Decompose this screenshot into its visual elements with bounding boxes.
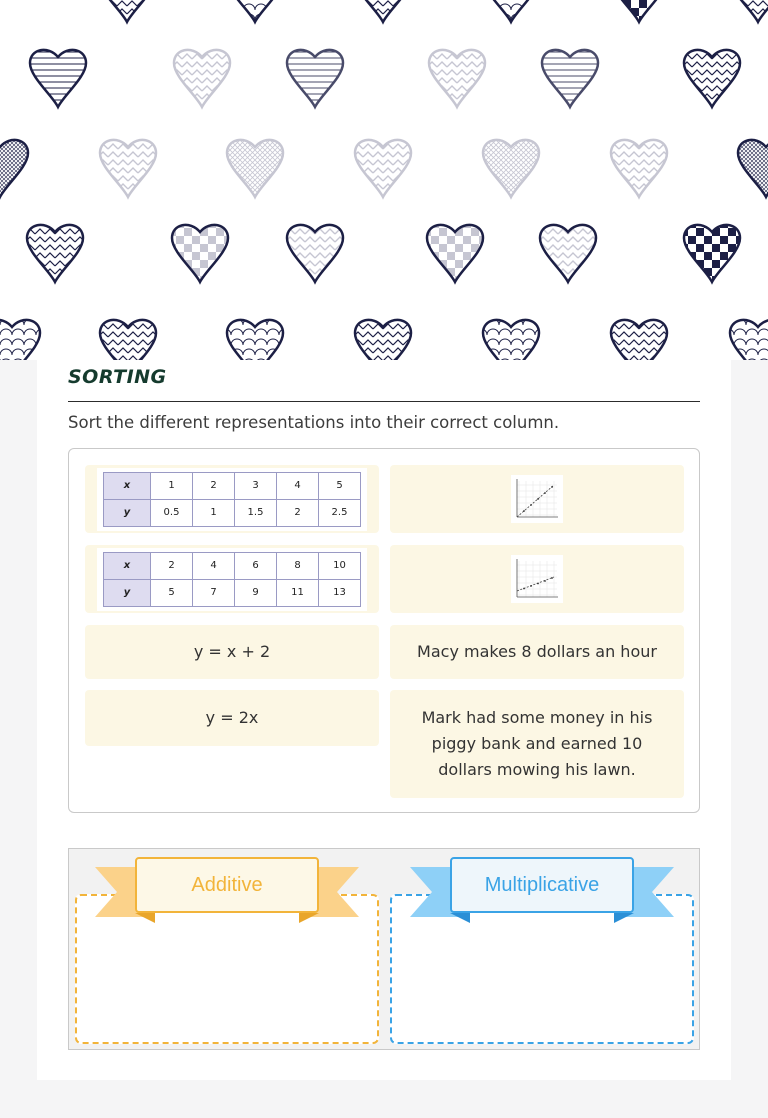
table-cell: 11 [277, 579, 319, 606]
card-pool [68, 448, 700, 813]
title-divider [68, 401, 700, 402]
table-header-cell: y [104, 499, 151, 526]
table-cell: 2 [193, 472, 235, 499]
sorting-area [68, 848, 700, 1050]
table-cell: 4 [277, 472, 319, 499]
multiplicative-label-text: Multiplicative [484, 873, 600, 896]
table-header-cell: y [104, 579, 151, 606]
story-card-2[interactable] [390, 690, 684, 798]
table-header-cell: x [104, 472, 151, 499]
table-cell: 13 [319, 579, 361, 606]
table-cell: 4 [193, 552, 235, 579]
card-text: y = x + 2 [193, 642, 271, 661]
graph-card-2[interactable] [390, 545, 684, 613]
hearts-banner-image [0, 0, 768, 360]
table-row [104, 472, 361, 499]
table-card-2[interactable] [85, 545, 379, 613]
table-header-cell: x [104, 552, 151, 579]
table-cell: 2.5 [319, 499, 361, 526]
table-row [104, 579, 361, 606]
instruction-text: Sort the different representations into their correct column. [68, 413, 560, 432]
multiplicative-column-label [450, 857, 634, 913]
table-cell: 1 [193, 499, 235, 526]
card-text: y = 2x [205, 708, 259, 727]
table-cell: 6 [235, 552, 277, 579]
line-graph-thumbnail-2 [511, 555, 563, 603]
table-row [104, 552, 361, 579]
hearts-pattern [0, 0, 768, 360]
equation-card-2[interactable] [85, 690, 379, 746]
additive-label-text: Additive [191, 873, 263, 896]
table-cell: 10 [319, 552, 361, 579]
table-cell: 8 [277, 552, 319, 579]
table-cell: 2 [277, 499, 319, 526]
table-cell: 5 [151, 579, 193, 606]
card-text: Mark had some money in his piggy bank and earned 10 dollars mowing his lawn. [421, 708, 653, 779]
table-cell: 1.5 [235, 499, 277, 526]
table-cell: 5 [319, 472, 361, 499]
table-cell: 2 [151, 552, 193, 579]
additive-column-label [135, 857, 319, 913]
table-cell: 0.5 [151, 499, 193, 526]
table-cell: 7 [193, 579, 235, 606]
table-card-1[interactable] [85, 465, 379, 533]
section-title: SORTING [68, 366, 167, 388]
table-cell: 1 [151, 472, 193, 499]
equation-card-1[interactable] [85, 625, 379, 679]
table-row [104, 499, 361, 526]
table-cell: 9 [235, 579, 277, 606]
line-graph-thumbnail-1 [511, 475, 563, 523]
table-cell: 3 [235, 472, 277, 499]
xy-table-1 [97, 468, 367, 531]
xy-table-2 [97, 548, 367, 611]
card-text: Macy makes 8 dollars an hour [417, 642, 657, 661]
story-card-1[interactable] [390, 625, 684, 679]
graph-card-1[interactable] [390, 465, 684, 533]
